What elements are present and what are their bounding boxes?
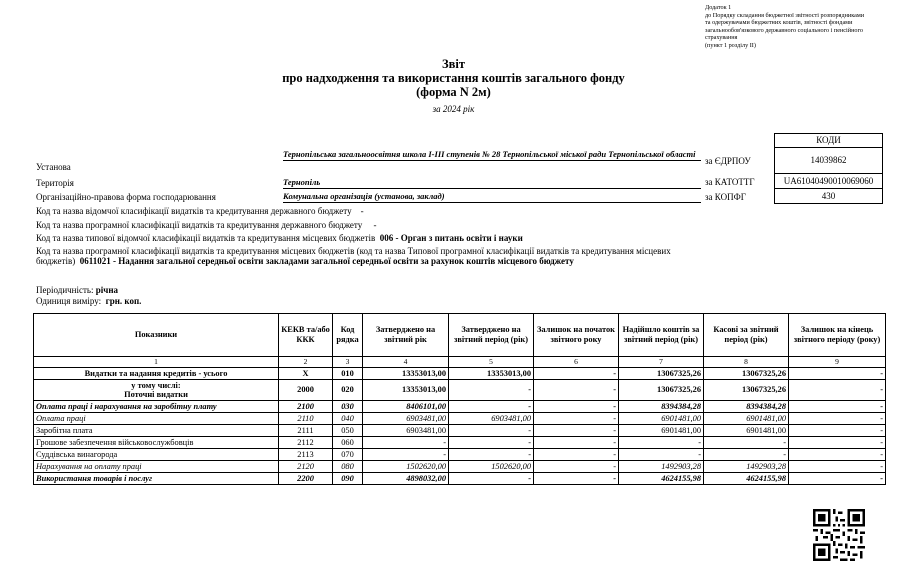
row-c9: - [789,449,886,461]
row-kekv: 2000 [279,380,333,401]
row-c4: - [363,437,449,449]
institution-value: Тернопільська загальноосвітня школа І-ІІІ ступенів № 28 Тернопільської міської ради Тернопільської області [283,150,701,161]
row-c5: 13353013,00 [449,368,534,380]
row-c6: - [534,425,619,437]
local-prog-row [36,246,706,266]
column-numbers-row [34,357,886,368]
row-c7: - [619,437,704,449]
row-c8: - [704,449,789,461]
legal-form-value: Комунальна організація (установа, заклад) [283,192,701,203]
row-c6: - [534,368,619,380]
row-c7: 8394384,28 [619,401,704,413]
header-received: Надійшло коштів за звітний період (рік) [619,314,704,357]
col-number: 9 [789,357,886,368]
row-c4: - [363,449,449,461]
row-code: 090 [333,473,363,485]
row-c5: 1502620,00 [449,461,534,473]
row-c5: - [449,425,534,437]
row-c5: - [449,437,534,449]
row-c7: 1492903,28 [619,461,704,473]
col-number: 4 [363,357,449,368]
row-code: 010 [333,368,363,380]
row-c9: - [789,401,886,413]
row-c6: - [534,401,619,413]
row-c9: - [789,461,886,473]
katottg-label: за КАТОТТГ [705,177,755,187]
appendix-line: (пункт 1 розділу II) [705,41,756,49]
header-balance-start: Залишок на початок звітного року [534,314,619,357]
row-c9: - [789,425,886,437]
row-kekv: 2100 [279,401,333,413]
report-title: Звіт [442,57,465,71]
row-c9: - [789,380,886,401]
row-code: 060 [333,437,363,449]
row-c8: 13067325,26 [704,380,789,401]
col-number: 3 [333,357,363,368]
appendix-note [705,4,895,50]
appendix-line: страхування [705,34,738,42]
col-number: 8 [704,357,789,368]
row-name: Заробітна плата [34,425,279,437]
table-row [34,473,886,485]
header-row-code: Код рядка [333,314,363,357]
periodicity-value: річна [95,285,119,295]
territory-label: Територія [36,178,74,188]
row-code: 020 [333,380,363,401]
row-kekv: 2120 [279,461,333,473]
row-name: у тому числі: [131,381,181,390]
row-c6: - [534,380,619,401]
table-row [34,413,886,425]
unit-value: грн. коп. [105,296,142,306]
row-name: Використання товарів і послуг [34,473,279,485]
appendix-line: загальнообов'язкового державного соціального і пенсійного [705,26,863,34]
table-row [34,380,886,401]
dept-code-label: Код та назва відомчої класифікації видатків та кредитування державного бюджету [36,206,352,216]
kopfg-label: за КОПФГ [705,192,746,202]
row-c4: 13353013,00 [363,380,449,401]
row-c9: - [789,473,886,485]
row-c9: - [789,437,886,449]
row-code: 070 [333,449,363,461]
row-c4: 4898032,00 [363,473,449,485]
table-row [34,461,886,473]
col-number: 5 [449,357,534,368]
legal-form-label: Організаційно-правова форма господарювання [36,192,216,202]
row-kekv: 2111 [279,425,333,437]
report-year: за 2024 рік [432,104,475,114]
typical-code-value: 006 - Орган з питань освіти і науки [379,233,523,243]
row-code: 080 [333,461,363,473]
row-c7: - [619,449,704,461]
row-c6: - [534,437,619,449]
row-c4: 6903481,00 [363,425,449,437]
col-number: 2 [279,357,333,368]
table-row [34,425,886,437]
header-cash-expenses: Касові за звітний період (рік) [704,314,789,357]
row-c7: 6901481,00 [619,413,704,425]
row-c6: - [534,473,619,485]
col-number: 6 [534,357,619,368]
header-balance-end: Залишок на кінець звітного періоду (року) [789,314,886,357]
table-header-row [34,314,886,357]
prog-code-row [36,220,376,230]
row-c5: - [449,449,534,461]
kopfg-value: 430 [774,188,883,204]
row-c7: 6901481,00 [619,425,704,437]
table-row [34,449,886,461]
row-code: 030 [333,401,363,413]
row-c5: - [449,380,534,401]
row-c9: - [789,368,886,380]
row-c5: - [449,473,534,485]
table-row [34,368,886,380]
row-name: Суддівська винагорода [34,449,279,461]
report-form: (форма N 2м) [416,85,491,99]
row-c4: 6903481,00 [363,413,449,425]
katottg-value: UA61040490010069060 [774,173,883,189]
row-c4: 13353013,00 [363,368,449,380]
row-name: Видатки та надання кредитів - усього [34,368,279,380]
report-table [33,313,886,485]
edrpou-value: 14039862 [774,147,883,174]
local-prog-label: Код та назва програмної класифікації видатків та кредитування місцевих бюджетів (код та назва Типової програмної класифікації видатків та кредитування місцевих бюджетів) [36,246,671,266]
row-c8: 6901481,00 [704,425,789,437]
row-kekv: 2112 [279,437,333,449]
row-c8: 4624155,98 [704,473,789,485]
row-name-sub: Поточні видатки [124,390,188,399]
table-row [34,401,886,413]
appendix-line: Додаток 1 [705,4,732,11]
row-c8: - [704,437,789,449]
row-c5: - [449,401,534,413]
prog-code-label: Код та назва програмної класифікації видатків та кредитування державного бюджету [36,220,363,230]
row-c8: 8394384,28 [704,401,789,413]
row-name: Нарахування на оплату праці [34,461,279,473]
row-kekv: X [279,368,333,380]
col-number: 1 [34,357,279,368]
institution-label: Установа [36,162,71,172]
row-c7: 4624155,98 [619,473,704,485]
edrpou-label: за ЄДРПОУ [705,156,751,166]
unit-row [36,296,141,306]
header-approved-year: Затверджено на звітний рік [363,314,449,357]
local-prog-value: 0611021 - Надання загальної середньої освіти закладами загальної середньої освіти за рахунок коштів місцевого бюджету [79,256,574,266]
row-c8: 13067325,26 [704,368,789,380]
header-approved-period: Затверджено на звітний період (рік) [449,314,534,357]
header-indicators: Показники [34,314,279,357]
prog-code-value: - [373,220,377,230]
row-kekv: 2113 [279,449,333,461]
row-c9: - [789,413,886,425]
row-c6: - [534,413,619,425]
row-name-cell [34,380,279,401]
unit-label: Одиниця виміру: [36,296,102,306]
periodicity-row [36,285,118,295]
row-name: Грошове забезпечення військовослужбовців [34,437,279,449]
dept-code-value: - [360,206,364,216]
row-name: Оплата праці і нарахування на заробітну плату [34,401,279,413]
row-c4: 1502620,00 [363,461,449,473]
row-c5: 6903481,00 [449,413,534,425]
row-c6: - [534,461,619,473]
codes-heading: КОДИ [774,133,883,148]
row-c7: 13067325,26 [619,380,704,401]
row-c7: 13067325,26 [619,368,704,380]
territory-value: Тернопіль [283,178,701,189]
appendix-line: та одержувачами бюджетних коштів, звітності фондами [705,19,853,27]
row-code: 040 [333,413,363,425]
row-c6: - [534,449,619,461]
row-c8: 1492903,28 [704,461,789,473]
appendix-line: до Порядку складання бюджетної звітності розпорядниками [705,11,865,19]
report-subtitle: про надходження та використання коштів загального фонду [282,71,625,85]
table-row [34,437,886,449]
row-c4: 8406101,00 [363,401,449,413]
col-number: 7 [619,357,704,368]
row-c8: 6901481,00 [704,413,789,425]
qr-code-icon [813,509,865,561]
row-kekv: 2110 [279,413,333,425]
typical-code-row [36,233,523,243]
typical-code-label: Код та назва типової відомчої класифікації видатків та кредитування місцевих бюджетів [36,233,376,243]
dept-code-row [36,206,364,216]
periodicity-label: Періодичність: [36,285,94,295]
row-name: Оплата праці [34,413,279,425]
row-kekv: 2200 [279,473,333,485]
row-code: 050 [333,425,363,437]
header-kekv: КЕКВ та/або ККК [279,314,333,357]
